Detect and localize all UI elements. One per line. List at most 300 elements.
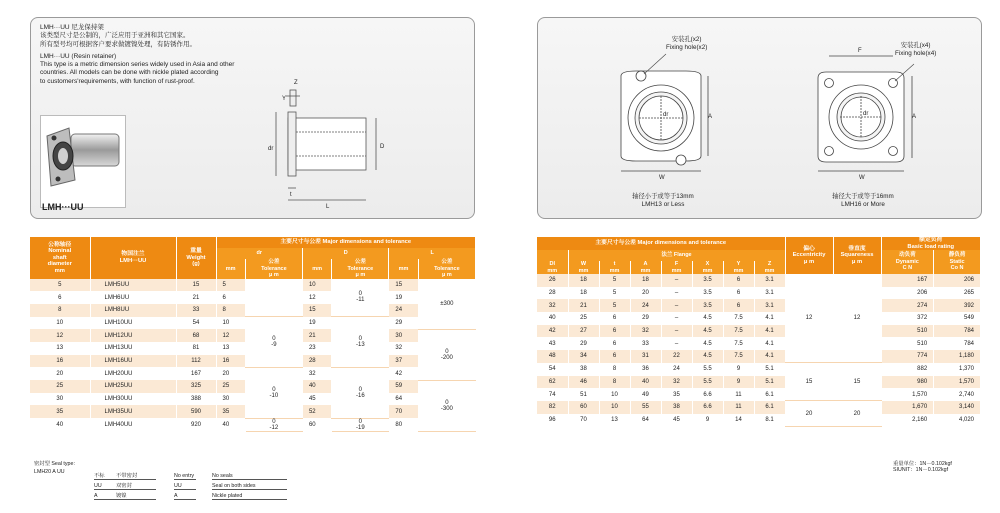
cell-w: 21 (568, 299, 599, 312)
cell-dr: 8 (216, 304, 245, 317)
col-x: X mm (692, 261, 723, 274)
dim-dr-label: dr (663, 112, 669, 118)
cell-D: 60 (302, 418, 331, 431)
cell-part: LMH12UU (90, 329, 176, 342)
dim-d-label: D (380, 144, 385, 150)
table-row (30, 367, 476, 380)
cell-x: 5.5 (692, 376, 723, 389)
flange-large-drawing (796, 36, 926, 186)
cell-L: 80 (389, 418, 418, 431)
cell-static: 392 (934, 299, 981, 312)
cell-weight: 325 (176, 380, 216, 393)
cell-a: 29 (630, 312, 661, 325)
cell-a: 18 (630, 274, 661, 287)
dim-t-label: t (290, 192, 292, 198)
cell-f: 45 (661, 414, 692, 427)
cell-D: 28 (302, 355, 331, 368)
dim-y-label: Y (282, 96, 287, 102)
col-a: A mm (630, 261, 661, 274)
cell-dl: 48 (537, 350, 568, 363)
table-row (537, 325, 981, 338)
cell-a: 33 (630, 337, 661, 350)
caption-cn: 轴径大于或等于16mm (832, 193, 894, 200)
seal-cell: A (174, 493, 196, 500)
cell-part: LMH6UU (90, 291, 176, 304)
cell-z: 5.1 (754, 363, 785, 376)
cell-x: 6.6 (692, 388, 723, 401)
cell-dr: 40 (216, 418, 245, 431)
cell-f: 35 (661, 388, 692, 401)
flange-header: 法兰 Flange (568, 250, 785, 261)
cell-shaft: 8 (30, 304, 90, 317)
cell-L: 64 (389, 393, 418, 406)
tolerance-header: 公差 Tolerance μ m (245, 259, 302, 279)
cell-part: LMH35UU (90, 405, 176, 418)
cell-y: 6 (723, 287, 754, 300)
cell-shaft: 12 (30, 329, 90, 342)
cell-static: 549 (934, 312, 981, 325)
cell-t: 5 (599, 287, 630, 300)
cell-dr: 30 (216, 393, 245, 406)
cell-static: 265 (934, 287, 981, 300)
cell-static: 3,140 (934, 401, 981, 414)
cell-ecc: 12 (785, 274, 833, 363)
dim-f-label: F (858, 48, 862, 54)
intro-en-line: countries. All models can be done with nickle plated according (40, 69, 219, 77)
cell-static: 4,020 (934, 414, 981, 427)
seal-title: 密封型 Seal type: (34, 461, 75, 467)
cell-D: 19 (302, 317, 331, 330)
cell-y: 14 (723, 414, 754, 427)
cell-dr: 16 (216, 355, 245, 368)
fixing-hole-en: Fixing hole(x4) (895, 50, 937, 57)
major-dimensions-header: 主要尺寸与公差 Major dimensions and tolerance (537, 237, 785, 250)
cell-D: 40 (302, 380, 331, 393)
cell-weight: 68 (176, 329, 216, 342)
col-eccentricity: 偏心 Eccentricity μ m (785, 237, 833, 274)
intro-en-line: to customers'requirements, with function of rust-proof. (40, 77, 195, 85)
table-row (537, 312, 981, 325)
cell-a: 31 (630, 350, 661, 363)
table-row (537, 274, 981, 287)
col-t: t mm (599, 261, 630, 274)
cell-z: 8.1 (754, 414, 785, 427)
cell-y: 7.5 (723, 337, 754, 350)
cell-static: 784 (934, 325, 981, 338)
cell-a: 32 (630, 325, 661, 338)
product-caption: LMH···UU (42, 202, 84, 212)
tolerance-header: 公差 Tolerance μ m (418, 259, 475, 279)
cell-weight: 81 (176, 342, 216, 355)
cell-ecc: 20 (785, 401, 833, 426)
cell-D: 12 (302, 291, 331, 304)
cell-sq: 15 (833, 363, 881, 401)
cell-L: 29 (389, 317, 418, 330)
cell-part: LMH16UU (90, 355, 176, 368)
cell-D: 21 (302, 329, 331, 342)
cell-a: 24 (630, 299, 661, 312)
fixing-hole-cn: 安装孔(x4) (900, 42, 931, 49)
cell-L: 24 (389, 304, 418, 317)
cell-part: LMH25UU (90, 380, 176, 393)
table-row (537, 350, 981, 363)
cell-w: 29 (568, 337, 599, 350)
seal-cell: UU (174, 483, 196, 490)
table-row (30, 279, 476, 292)
cell-dynamic: 510 (881, 337, 934, 350)
unit-note-line: SIUNIT：1N－0.102kgf (893, 467, 949, 474)
cell-f: 38 (661, 401, 692, 414)
intro-en-line: This type is a metric dimension series widely used in Asia and other (40, 61, 235, 69)
cell-z: 4.1 (754, 325, 785, 338)
cell-dynamic: 274 (881, 299, 934, 312)
product-photo (40, 115, 126, 208)
seal-cell: A (94, 493, 116, 500)
cell-w: 18 (568, 274, 599, 287)
cell-z: 3.1 (754, 299, 785, 312)
mm-header: mm (302, 259, 331, 279)
table-row (537, 337, 981, 350)
cell-f: 22 (661, 350, 692, 363)
cell-a: 40 (630, 376, 661, 389)
seal-cell: 双密封 (116, 483, 156, 490)
cell-weight: 590 (176, 405, 216, 418)
cell-L: 32 (389, 342, 418, 355)
cell-shaft: 13 (30, 342, 90, 355)
col-dr: dr (216, 248, 302, 259)
cell-dynamic: 1,670 (881, 401, 934, 414)
intro-cn-line: 所有型号均可根据客户要求做镀镍处理，有防锈作用。 (40, 40, 196, 48)
dimensions-table (30, 237, 476, 432)
col-L: L (389, 248, 476, 259)
cell-f: – (661, 299, 692, 312)
table-row (537, 388, 981, 401)
cell-part: LMH5UU (90, 279, 176, 292)
cell-w: 27 (568, 325, 599, 338)
cell-z: 5.1 (754, 376, 785, 389)
seal-cell: 镀镍 (116, 493, 156, 500)
cell-y: 6 (723, 274, 754, 287)
large-drawing-caption (813, 193, 913, 209)
cell-dynamic: 510 (881, 325, 934, 338)
flange-load-table (537, 237, 981, 427)
cell-weight: 54 (176, 317, 216, 330)
flange-drawing-panel (537, 17, 982, 219)
cell-w: 46 (568, 376, 599, 389)
cell-L: 30 (389, 329, 418, 342)
cell-static: 2,740 (934, 388, 981, 401)
cell-dl: 32 (537, 299, 568, 312)
cell-x: 3.5 (692, 274, 723, 287)
tol-D: 0 -19 (332, 418, 389, 431)
dim-a-label: A (912, 114, 917, 120)
cell-w: 60 (568, 401, 599, 414)
cell-dr: 6 (216, 291, 245, 304)
cell-w: 18 (568, 287, 599, 300)
cell-x: 4.5 (692, 337, 723, 350)
cell-y: 9 (723, 363, 754, 376)
seal-cell: 不标 (94, 473, 116, 480)
mm-header: mm (216, 259, 245, 279)
cell-static: 784 (934, 337, 981, 350)
cell-shaft: 40 (30, 418, 90, 431)
cell-D: 52 (302, 405, 331, 418)
table-row (537, 376, 981, 389)
cell-y: 11 (723, 388, 754, 401)
cell-dynamic: 167 (881, 274, 934, 287)
load-rating-header: 额定负荷 Basic load rating (881, 237, 981, 250)
tol-dr: 0 -9 (245, 317, 302, 368)
seal-cell: Seal on both sides (212, 483, 287, 490)
caption-en: LMH13 or Less (641, 201, 685, 208)
cell-shaft: 5 (30, 279, 90, 292)
mm-header: mm (389, 259, 418, 279)
cell-weight: 15 (176, 279, 216, 292)
cell-dl: 26 (537, 274, 568, 287)
cell-dl: 28 (537, 287, 568, 300)
cell-dynamic: 882 (881, 363, 934, 376)
cell-x: 5.5 (692, 363, 723, 376)
unit-note (893, 461, 952, 474)
tol-D: 0 -13 (332, 317, 389, 368)
cell-a: 49 (630, 388, 661, 401)
cell-D: 10 (302, 279, 331, 292)
cell-x: 4.5 (692, 350, 723, 363)
cell-static: 1,370 (934, 363, 981, 376)
cell-z: 3.1 (754, 274, 785, 287)
dim-l-label: L (326, 204, 330, 210)
seal-cell: 不带密封 (116, 473, 156, 480)
cell-shaft: 25 (30, 380, 90, 393)
table-row (537, 299, 981, 312)
cell-L: 42 (389, 367, 418, 380)
cell-y: 9 (723, 376, 754, 389)
cell-y: 11 (723, 401, 754, 414)
cell-weight: 920 (176, 418, 216, 431)
cell-x: 4.5 (692, 325, 723, 338)
cell-w: 25 (568, 312, 599, 325)
cell-y: 7.5 (723, 312, 754, 325)
major-dimensions-header: 主要尺寸与公差 Major dimensions and tolerance (216, 237, 476, 248)
cell-weight: 388 (176, 393, 216, 406)
cell-D: 23 (302, 342, 331, 355)
cell-w: 70 (568, 414, 599, 427)
cell-a: 55 (630, 401, 661, 414)
table-row (537, 401, 981, 414)
cell-dynamic: 774 (881, 350, 934, 363)
cell-w: 38 (568, 363, 599, 376)
cell-x: 4.5 (692, 312, 723, 325)
seal-cell: No entry (174, 473, 195, 479)
cell-dynamic: 980 (881, 376, 934, 389)
intro-cn-line: 该类型尺寸是公制的，广泛应用于亚洲和其它国家。 (40, 32, 190, 40)
tol-L: 0 -200 (418, 329, 475, 380)
table-row (537, 287, 981, 300)
col-f: F mm (661, 261, 692, 274)
cell-shaft: 30 (30, 393, 90, 406)
fixing-hole-x4-label (895, 42, 936, 58)
cell-sq: 12 (833, 274, 881, 363)
tol-dr: 0 -10 (245, 367, 302, 418)
table-row (30, 317, 476, 330)
cell-part: LMH20UU (90, 367, 176, 380)
cell-z: 6.1 (754, 401, 785, 414)
tol-D: 0 -11 (332, 279, 389, 317)
dim-a-label: A (708, 114, 713, 120)
cell-dr: 12 (216, 329, 245, 342)
cell-f: – (661, 325, 692, 338)
product-description-panel (30, 17, 475, 219)
cell-f: 24 (661, 363, 692, 376)
cell-dynamic: 372 (881, 312, 934, 325)
cell-shaft: 35 (30, 405, 90, 418)
col-z: Z mm (754, 261, 785, 274)
cell-f: – (661, 337, 692, 350)
cell-static: 1,180 (934, 350, 981, 363)
cell-dl: 74 (537, 388, 568, 401)
cell-shaft: 6 (30, 291, 90, 304)
cell-L: 59 (389, 380, 418, 393)
cell-part: LMH13UU (90, 342, 176, 355)
cell-part: LMH10UU (90, 317, 176, 330)
intro-cn-title: LMH···UU 尼龙保持架 (40, 24, 104, 31)
cell-dl: 62 (537, 376, 568, 389)
tol-dr: 0 -12 (245, 418, 302, 431)
cell-x: 6.6 (692, 401, 723, 414)
col-dl: Dl mm (537, 261, 568, 274)
col-shaft-diameter: 公称轴径 Nominal shaft diameter mm (30, 237, 90, 279)
fixing-hole-en: Fixing hole(x2) (666, 44, 708, 51)
col-w: W mm (568, 261, 599, 274)
fixing-hole-x2-label (666, 36, 707, 52)
cell-a: 64 (630, 414, 661, 427)
cell-L: 37 (389, 355, 418, 368)
cell-t: 6 (599, 312, 630, 325)
cell-dr: 20 (216, 367, 245, 380)
cell-x: 9 (692, 414, 723, 427)
col-dynamic: 动负荷 Dynamic C N (881, 250, 934, 274)
cell-y: 7.5 (723, 350, 754, 363)
col-weight: 重量 Weight (g) (176, 237, 216, 279)
table-row (30, 418, 476, 431)
cell-dl: 43 (537, 337, 568, 350)
cell-z: 6.1 (754, 388, 785, 401)
cell-dr: 13 (216, 342, 245, 355)
cell-D: 15 (302, 304, 331, 317)
caption-en: LMH16 or More (841, 201, 885, 208)
tol-L: 0 -300 (418, 380, 475, 431)
cell-t: 6 (599, 350, 630, 363)
cell-f: – (661, 287, 692, 300)
cell-dynamic: 2,160 (881, 414, 934, 427)
cell-dynamic: 1,570 (881, 388, 934, 401)
cell-t: 8 (599, 363, 630, 376)
dim-dr-label: dr (863, 111, 869, 117)
cell-z: 3.1 (754, 287, 785, 300)
cell-dynamic: 206 (881, 287, 934, 300)
cell-sq: 20 (833, 401, 881, 426)
side-view-drawing (246, 70, 421, 210)
cell-shaft: 16 (30, 355, 90, 368)
cell-w: 34 (568, 350, 599, 363)
cell-y: 7.5 (723, 325, 754, 338)
cell-dr: 25 (216, 380, 245, 393)
col-part-number: 物国注兰 LMH···UU (90, 237, 176, 279)
dim-dr-label: dr (268, 146, 274, 152)
cell-y: 6 (723, 299, 754, 312)
cell-f: – (661, 274, 692, 287)
cell-ecc: 15 (785, 363, 833, 401)
cell-f: 32 (661, 376, 692, 389)
cell-shaft: 20 (30, 367, 90, 380)
cell-dl: 96 (537, 414, 568, 427)
intro-text (40, 24, 234, 86)
cell-D: 45 (302, 393, 331, 406)
dim-w-label: W (859, 175, 865, 181)
seal-cell: UU (94, 483, 116, 490)
cell-dl: 54 (537, 363, 568, 376)
seal-cell: Nickle plated (212, 493, 287, 500)
cell-weight: 112 (176, 355, 216, 368)
col-static: 静负荷 Static Co N (934, 250, 981, 274)
seal-example: LMH20 A UU (34, 469, 65, 475)
cell-w: 51 (568, 388, 599, 401)
cell-a: 36 (630, 363, 661, 376)
cell-D: 32 (302, 367, 331, 380)
cell-t: 6 (599, 325, 630, 338)
cell-z: 4.1 (754, 337, 785, 350)
unit-note-line: 重量单位：1N－0.102kgf (893, 461, 952, 467)
cell-x: 3.5 (692, 287, 723, 300)
cell-L: 70 (389, 405, 418, 418)
cell-part: LMH40UU (90, 418, 176, 431)
col-y: Y mm (723, 261, 754, 274)
cell-part: LMH8UU (90, 304, 176, 317)
cell-dr: 35 (216, 405, 245, 418)
cell-t: 5 (599, 274, 630, 287)
seal-cell: No seals (212, 473, 287, 480)
cell-z: 4.1 (754, 350, 785, 363)
cell-shaft: 10 (30, 317, 90, 330)
tolerance-header: 公差 Tolerance μ m (332, 259, 389, 279)
caption-cn: 轴径小于或等于13mm (632, 193, 694, 200)
seal-type-legend (34, 461, 294, 506)
cell-static: 206 (934, 274, 981, 287)
cell-dl: 82 (537, 401, 568, 414)
cell-t: 13 (599, 414, 630, 427)
cell-static: 1,570 (934, 376, 981, 389)
cell-dl: 40 (537, 312, 568, 325)
cell-dr: 10 (216, 317, 245, 330)
cell-t: 8 (599, 376, 630, 389)
small-drawing-caption (613, 193, 713, 209)
col-D: D (302, 248, 388, 259)
cell-z: 4.1 (754, 312, 785, 325)
cell-dr: 5 (216, 279, 245, 292)
cell-t: 10 (599, 401, 630, 414)
tol-D: 0 -16 (332, 367, 389, 418)
intro-en-title: LMH···UU (Resin retainer) (40, 52, 117, 60)
cell-L: 15 (389, 279, 418, 292)
dim-z-label: Z (294, 80, 298, 86)
dim-w-label: W (659, 175, 665, 181)
cell-t: 5 (599, 299, 630, 312)
cell-a: 20 (630, 287, 661, 300)
cell-f: – (661, 312, 692, 325)
cell-part: LMH30UU (90, 393, 176, 406)
cell-weight: 21 (176, 291, 216, 304)
flange-small-drawing (596, 36, 726, 186)
